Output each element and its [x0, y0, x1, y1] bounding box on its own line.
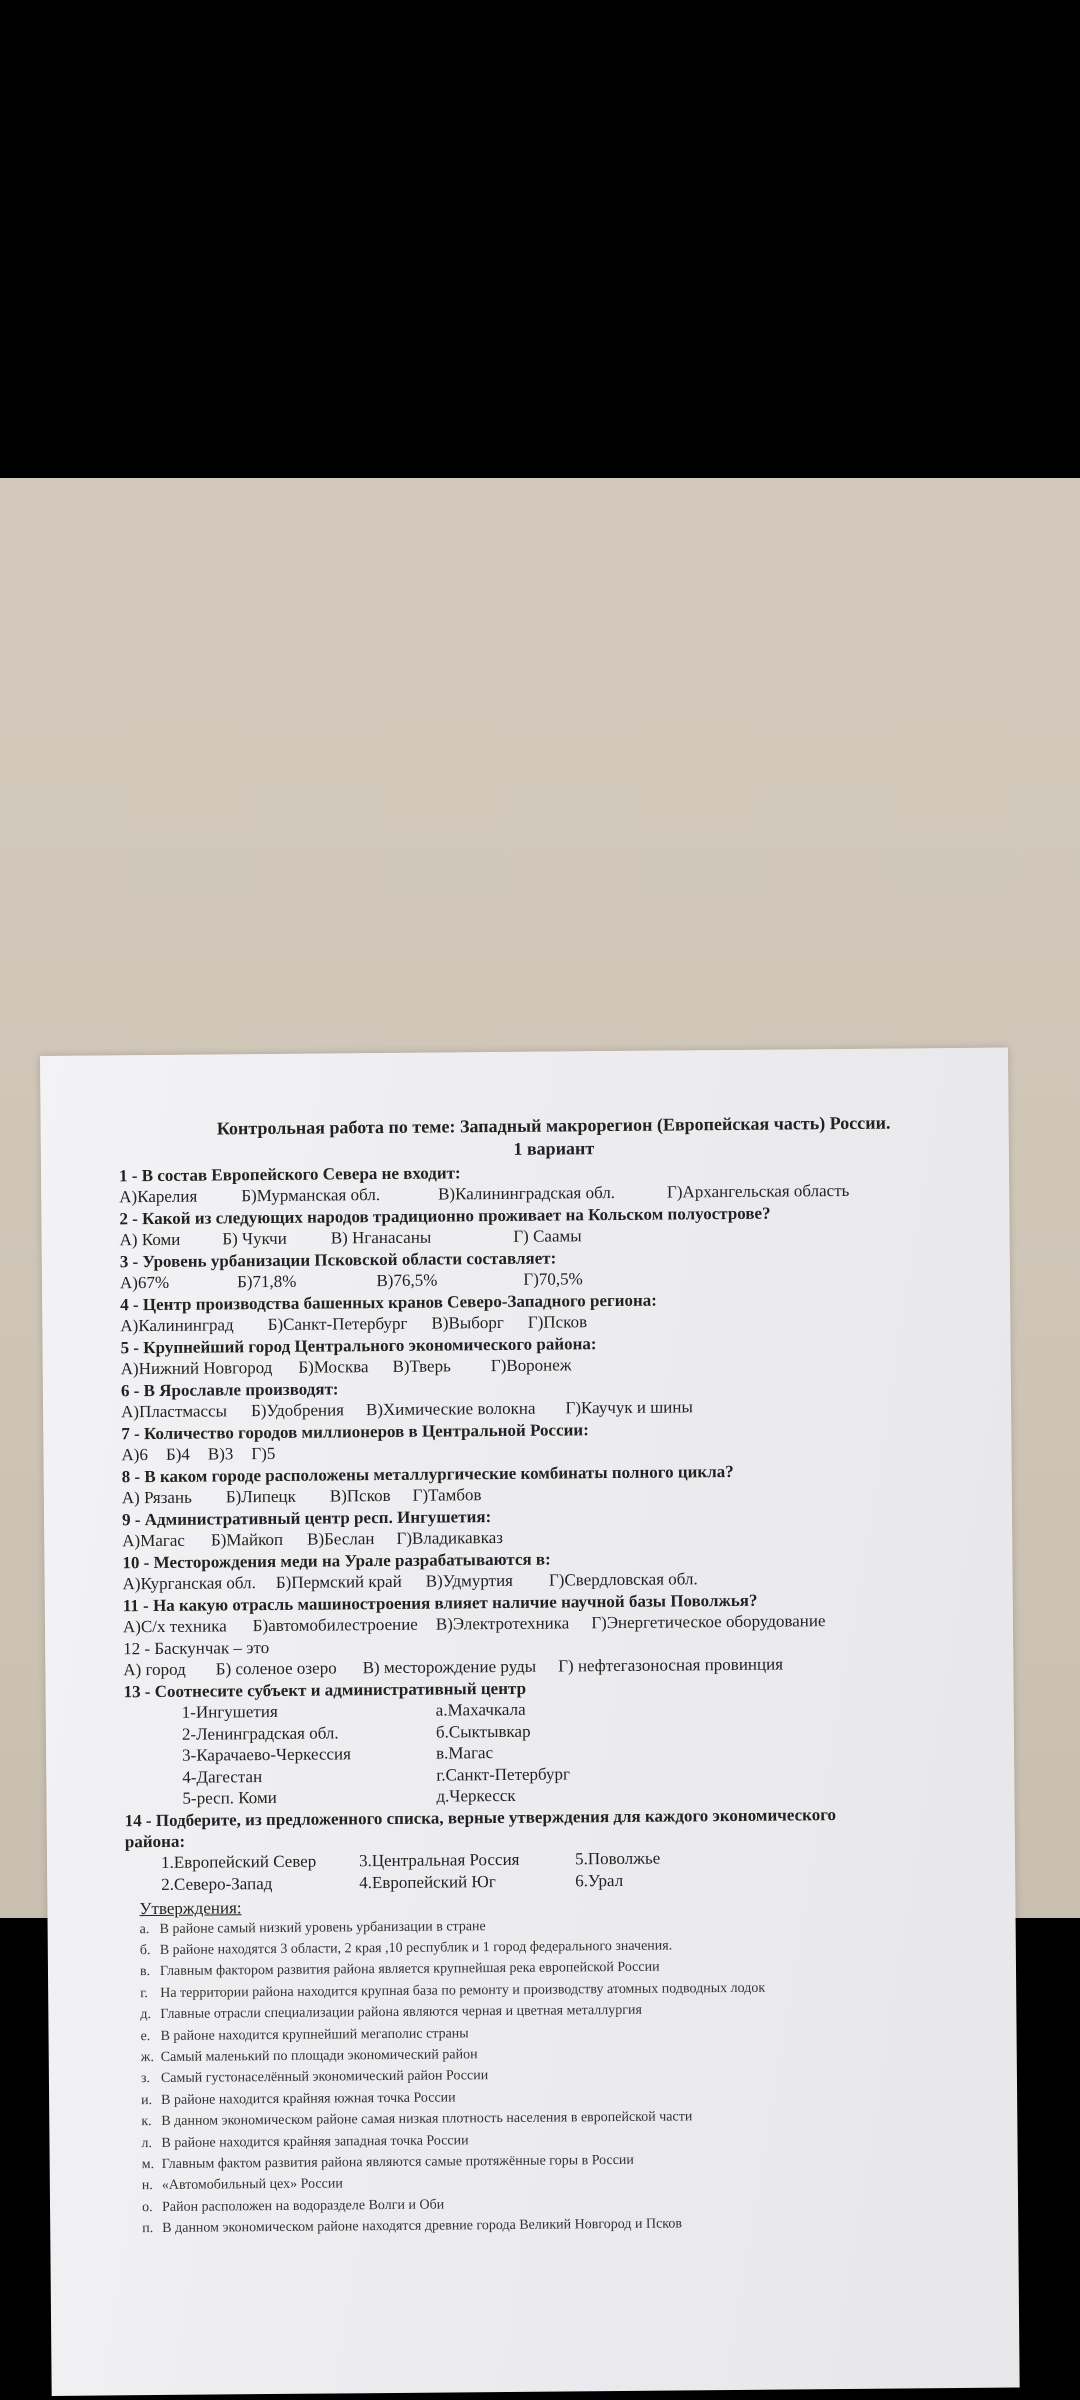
statement-marker: п. — [142, 2221, 154, 2237]
statements-header: Утверждения: — [139, 1897, 242, 1918]
statement-marker: н. — [141, 2178, 153, 2194]
variant-label: 1 вариант — [513, 1138, 595, 1159]
capital-item: б.Сыктывкар — [435, 1721, 531, 1742]
answer-option: В)Химические волокна — [365, 1398, 536, 1420]
statement-text: Район расположен на водоразделе Волги и Оби — [161, 2197, 445, 2215]
answer-option: Б)Удобрения — [250, 1400, 345, 1421]
answer-option: В)Калининградская обл. — [437, 1182, 616, 1204]
answer-option: Г)Владикавказ — [396, 1527, 504, 1548]
capital-item: в.Магас — [436, 1743, 494, 1763]
answer-option: В)76,5% — [376, 1270, 438, 1291]
region-item: 1.Европейский Север — [160, 1851, 317, 1872]
question-13: 13 - Соотнесите субъект и административный центр — [123, 1678, 527, 1702]
answer-option: А)Курганская обл. — [122, 1573, 256, 1594]
answer-option: Г)5 — [251, 1443, 276, 1464]
answer-option: А)Калининград — [120, 1315, 234, 1336]
question-10: 10 - Месторождения меди на Урале разрабатываются в: — [122, 1549, 551, 1573]
question-5: 5 - Крупнейший город Центрального экономического района: — [120, 1334, 597, 1358]
capital-item: д.Черкесск — [436, 1785, 516, 1806]
worksheet-content — [119, 1110, 969, 2240]
statement-text: В районе находится крупнейший мегаполис страны — [160, 2025, 469, 2044]
matching-table — [182, 1695, 965, 1809]
statement-text: Главным фактором развития района является крупнейшая река европейской России — [159, 1959, 660, 1980]
answer-option: А)6 — [121, 1445, 149, 1465]
capital-item: а.Махачкала — [435, 1699, 526, 1720]
subject-item: 3-Карачаево-Черкессия — [182, 1744, 351, 1765]
statement-text: Главные отрасли специализации района являются черная и цветная металлургия — [160, 2002, 642, 2023]
question-6: 6 - В Ярославле производят: — [120, 1379, 339, 1401]
subject-item: 4-Дагестан — [182, 1766, 263, 1787]
answer-option: Б)4 — [165, 1444, 190, 1464]
question-12: 12 - Баскунчак – это — [123, 1638, 270, 1659]
answer-option: Б)Майкоп — [210, 1529, 284, 1550]
statements-list — [140, 1911, 969, 2239]
answer-option: В)Электротехника — [435, 1613, 570, 1634]
answer-option: А) Рязань — [121, 1487, 192, 1508]
subject-item: 2-Ленинградская обл. — [181, 1722, 339, 1744]
answer-option: Б)Санкт-Петербург — [267, 1313, 408, 1335]
regions-list — [161, 1844, 965, 1895]
answer-option: В) месторождение руды — [362, 1656, 537, 1678]
statement-text: В районе находится крайняя западная точка России — [161, 2132, 469, 2151]
statement-text: Главным фактом развития района являются самые протяжённые горы в России — [161, 2152, 634, 2172]
question-3: 3 - Уровень урбанизации Псковской области составляет: — [119, 1248, 557, 1272]
region-item: 3.Центральная Россия — [358, 1849, 520, 1870]
answer-option: А)Пластмассы — [121, 1401, 228, 1422]
question-8: 8 - В каком городе расположены металлургические комбинаты полного цикла? — [121, 1461, 734, 1487]
region-item: 6.Урал — [575, 1870, 624, 1890]
statement-text: Самый маленький по площади экономический район — [160, 2047, 478, 2065]
answer-option: Б)Мурманская обл. — [241, 1185, 381, 1206]
statement-marker: д. — [140, 2007, 152, 2023]
answer-option: В) Нганасаны — [330, 1227, 432, 1248]
answer-option: Б)71,8% — [237, 1271, 297, 1292]
answer-option: А) Коми — [119, 1229, 181, 1250]
question-1: 1 - В состав Европейского Севера не входит: — [118, 1163, 461, 1186]
question-9: 9 - Административный центр респ. Ингушетия: — [121, 1507, 492, 1530]
statement-marker: в. — [139, 1964, 151, 1980]
worksheet-title: Контрольная работа по теме: Западный макрорегион (Европейская часть) России. — [216, 1112, 891, 1139]
question-14-line2: района: — [124, 1831, 186, 1851]
answer-option: Б)Москва — [298, 1357, 369, 1377]
subject-item: 1-Ингушетия — [181, 1701, 278, 1722]
answer-option: Г)Энергетическое оборудование — [591, 1611, 826, 1633]
answer-option: В)Псков — [329, 1485, 391, 1506]
statement-marker: г. — [140, 1985, 148, 2001]
answer-option: В)Тверь — [392, 1356, 451, 1376]
answer-option: Б) Чукчи — [222, 1228, 287, 1249]
answer-option: Г)Тамбов — [412, 1485, 482, 1505]
question-4: 4 - Центр производства башенных кранов Северо-Западного региона: — [120, 1290, 658, 1315]
statement-text: В данном экономическом районе самая низкая плотность населения в европейской части — [161, 2109, 693, 2130]
question-7: 7 - Количество городов миллионеров в Центральной России: — [121, 1420, 589, 1444]
statement-marker: м. — [141, 2157, 155, 2173]
answer-option: Б)Пермский край — [275, 1571, 402, 1592]
statement-marker: о. — [141, 2199, 153, 2215]
answer-option: Б) соленое озеро — [215, 1658, 337, 1679]
answer-option: А)Карелия — [119, 1186, 198, 1207]
subject-item: 5-респ. Коми — [182, 1787, 277, 1808]
capital-item: г.Санкт-Петербург — [436, 1763, 571, 1785]
region-item: 5.Поволжье — [574, 1848, 661, 1868]
question-2: 2 - Какой из следующих народов традиционно проживает на Кольском полуострове? — [119, 1203, 771, 1229]
statement-marker: ж. — [140, 2049, 154, 2066]
answer-option: Г) нефтегазоносная провинция — [558, 1654, 784, 1676]
answer-option: Б)Липецк — [225, 1486, 296, 1507]
answer-option: А)67% — [119, 1272, 170, 1293]
statement-text: «Автомобильный цех» России — [161, 2176, 343, 2194]
question-14-line1: 14 - Подберите, из предложенного списка, верные утверждения для каждого экономического — [124, 1804, 837, 1830]
statement-marker: з. — [140, 2071, 151, 2087]
photo-background — [0, 478, 1080, 2237]
questions-list — [119, 1158, 963, 1681]
answer-option: А)С/х техника — [122, 1616, 227, 1637]
statement-text: В районе находится крайняя южная точка России — [161, 2090, 456, 2108]
statement-marker: а. — [139, 1921, 150, 1937]
statement-marker: и. — [141, 2092, 153, 2108]
statement-marker: л. — [141, 2135, 153, 2151]
region-item: 4.Европейский Юг — [359, 1871, 496, 1892]
answer-option: Б)автомобилестроение — [252, 1614, 418, 1636]
answer-option: Г)70,5% — [523, 1269, 583, 1289]
statement-text: Самый густонаселённый экономический район России — [160, 2068, 489, 2087]
region-item: 2.Северо-Запад — [161, 1873, 273, 1894]
answer-option: В)Удмуртия — [425, 1570, 514, 1591]
answer-option: Г)Каучук и шины — [565, 1397, 693, 1418]
answer-option: А)Нижний Новгород — [120, 1357, 273, 1379]
statement-text: В данном экономическом районе находятся древние города Великий Новгород и Псков — [162, 2216, 683, 2237]
answer-option: В)3 — [207, 1444, 234, 1464]
statement-text: В районе самый низкий уровень урбанизации в стране — [159, 1918, 486, 1937]
answer-option: Г)Псков — [527, 1312, 588, 1332]
statement-text: В районе находятся 3 области, 2 края ,10 республик и 1 город федерального значения. — [159, 1938, 673, 1958]
answer-option: Г)Воронеж — [490, 1355, 572, 1376]
statement-marker: б. — [139, 1942, 151, 1959]
answer-option: Г)Архангельская область — [666, 1180, 850, 1202]
statement-marker: к. — [141, 2114, 152, 2130]
answer-option: А) город — [123, 1659, 186, 1680]
statement-text: На территории района находится крупная база по ремонту и производству атомных подводных лодок — [160, 1980, 766, 2001]
answer-option: Г)Свердловская обл. — [548, 1569, 698, 1590]
answer-option: В)Беслан — [307, 1529, 375, 1549]
paper-sheet — [40, 1048, 1020, 2396]
question-11: 11 - На какую отрасль машиностроения влияет наличие научной базы Поволжья? — [122, 1590, 758, 1616]
answer-option: А)Магас — [122, 1530, 185, 1551]
answer-option: Г) Саамы — [513, 1226, 582, 1246]
statement-marker: е. — [140, 2028, 151, 2044]
answer-option: В)Выборг — [431, 1312, 504, 1333]
